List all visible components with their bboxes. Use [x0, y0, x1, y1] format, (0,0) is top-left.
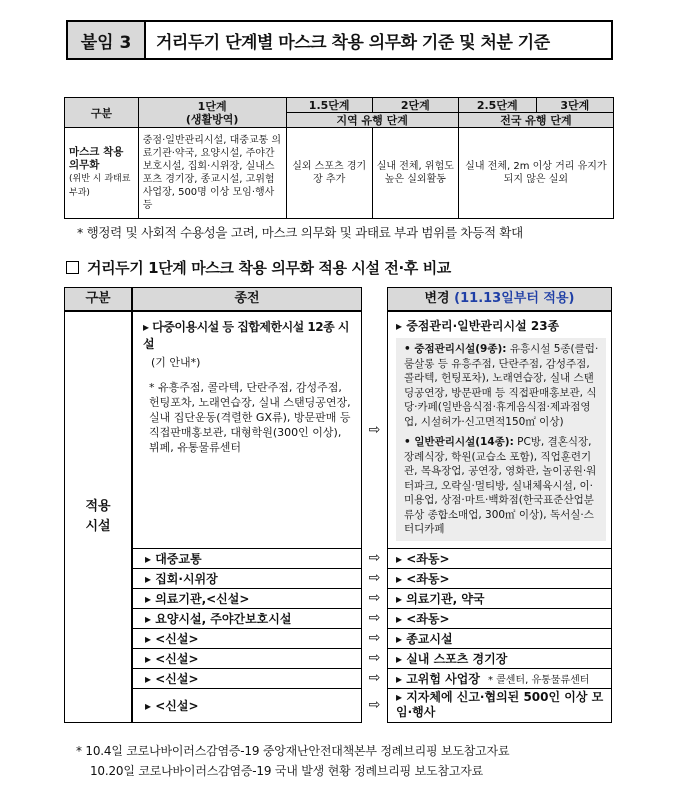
after-b1-title: • 중점관리시설(9종): [404, 343, 507, 355]
after-row [388, 569, 611, 589]
after-row-label: ▸ <좌동> [396, 552, 450, 566]
after-bullet-2 [404, 435, 602, 537]
after-row-label: ▸ 지자체에 신고·협의된 500인 이상 모임·행사 [396, 690, 604, 719]
before-row: ▸ <신설> [133, 629, 361, 649]
col-stage15: 1.5단계 [286, 98, 372, 113]
before-row: ▸ 집회·시위장 [133, 569, 361, 589]
after-bullet-1 [404, 342, 602, 429]
row-label-cell [65, 128, 139, 219]
after-row-label: ▸ 고위험 사업장 [396, 672, 480, 686]
compare-after-header [387, 287, 612, 311]
before-column [132, 311, 362, 723]
before-row: ▸ <신설> [133, 669, 361, 689]
stage1-label: 1단계 [197, 99, 227, 113]
row-label: 마스크 착용 의무화 [69, 146, 124, 171]
col-gubun: 구분 [65, 98, 139, 128]
after-b2-text: PC방, 결혼식장, 장례식장, 학원(교습소 포함), 직업훈련기관, 목욕장업, 공연장, 영화관, 놀이공원·워터파크, 오락실·멀티방, 실내체육시설, 이·미용업, 상점·마트·백화점(한국표준산업분류상 종합소매업, 300㎡ 이상), 독서실·스터디카페 [404, 436, 597, 535]
after-row [388, 669, 611, 689]
side-label-1: 적용 [85, 499, 111, 514]
arrow-icon: ⇨ [368, 696, 381, 713]
stage15-text: 실외 스포츠 경기장 추가 [286, 128, 372, 219]
after-main-block [388, 312, 611, 549]
arrow-rows [362, 548, 387, 721]
after-row [388, 689, 611, 722]
after-row [388, 629, 611, 649]
section-title-text: 거리두기 1단계 마스크 착용 의무화 적용 시설 전·후 비교 [87, 259, 451, 277]
arrow-icon: ⇨ [368, 570, 381, 586]
before-row: ▸ 의료기관,<신설> [133, 589, 361, 609]
compare-side-label [64, 311, 132, 723]
before-main-sub: (기 안내*) [151, 356, 201, 369]
checkbox-square-icon [66, 261, 79, 274]
before-rows [133, 549, 361, 722]
row-sub: (위반 시 과태료 부과) [69, 174, 131, 198]
before-row: ▸ 요양시설, 주야간보호시설 [133, 609, 361, 629]
stage-standard-table [64, 97, 614, 219]
arrow-icon: ⇨ [368, 550, 381, 566]
arrow-icon: ⇨ [368, 670, 381, 686]
compare-gubun-header: 구분 [64, 287, 132, 311]
after-b2-title: • 일반관리시설(14종): [404, 436, 514, 448]
col-stage2: 2단계 [372, 98, 458, 113]
compare-before-header: 종전 [132, 287, 362, 311]
after-row [388, 649, 611, 669]
section-title [66, 257, 451, 278]
after-row [388, 549, 611, 569]
after-header-note: (11.13일부터 적용) [454, 291, 575, 306]
stage2-text: 실내 전체, 위험도 높은 실외활동 [372, 128, 458, 219]
arrow-column [362, 311, 387, 723]
after-row-label: ▸ 종교시설 [396, 632, 453, 646]
stage1-sub: (생활방역) [185, 112, 239, 126]
before-row: ▸ <신설> [145, 699, 199, 713]
after-column [387, 311, 612, 723]
before-main: ▸ 다중이용시설 등 집합제한시설 12종 시설 [143, 320, 349, 351]
before-detail: * 유흥주점, 콜라텍, 단란주점, 감성주점, 헌팅포차, 노래연습장, 실내 스탠딩공연장, 실내 집단운동(격렬한 GX류), 방문판매 등 직접판매홍보관, 대형학원(300인 이상), 뷔페, 유통물류센터 [149, 381, 351, 454]
after-row-label: ▸ 실내 스포츠 경기장 [396, 652, 508, 666]
after-b1-text: 유흥시설 5종(클럽·룸살롱 등 유흥주점, 단란주점, 감성주점, 콜라텍, 헌팅포차), 노래연습장, 실내 스탠딩공연장, 방문판매 등 직접판매홍보관, 식당·카페(일반음식점·휴게음식점·제과점영업, 시설허가·신고면적150㎡ 이상) [404, 343, 599, 428]
after-detail-box [396, 338, 606, 541]
col-stage1 [138, 98, 286, 128]
after-header-label: 변경 [424, 291, 450, 306]
arrow-icon: ⇨ [368, 650, 381, 666]
stage1-text: 중점·일반관리시설, 대중교통 의료기관·약국, 요양시설, 주야간보호시설, 집회·시위장, 실내스포츠 경기장, 종교시설, 고위험 사업장, 500명 이상 모임·행사 등 [138, 128, 286, 219]
attachment-tag: 붙임 3 [66, 20, 146, 60]
before-row: ▸ 대중교통 [133, 549, 361, 569]
col-stage3: 3단계 [536, 98, 613, 113]
after-row-label: ▸ 의료기관, 약국 [396, 592, 485, 606]
before-main-block [133, 312, 361, 549]
after-row-label: ▸ <좌동> [396, 612, 450, 626]
after-row [388, 589, 611, 609]
arrow-icon: ⇨ [368, 610, 381, 626]
after-row-note: * 콜센터, 유통물류센터 [487, 675, 590, 686]
after-row [388, 609, 611, 629]
before-row: ▸ <신설> [133, 649, 361, 669]
after-row-label: ▸ <좌동> [396, 572, 450, 586]
arrow-icon: ⇨ [368, 590, 381, 606]
after-rows [388, 549, 611, 722]
arrow-main: ⇨ [368, 421, 381, 438]
regional-header: 지역 유행 단계 [286, 113, 458, 128]
arrow-icon: ⇨ [368, 630, 381, 646]
footnote-1: * 10.4일 코로나바이러스감염증-19 중앙재난안전대책본부 정례브리핑 보도참고자료 [76, 744, 510, 758]
national-header: 전국 유행 단계 [458, 113, 613, 128]
col-stage25: 2.5단계 [458, 98, 536, 113]
note-1: * 행정력 및 사회적 수용성을 고려, 마스크 의무화 및 과태료 부과 범위를 차등적 확대 [77, 225, 523, 240]
stage25-3-text: 실내 전체, 2m 이상 거리 유지가 되지 않은 실외 [458, 128, 613, 219]
side-label-2: 시설 [85, 519, 111, 534]
footnote-2: 10.20일 코로나바이러스감염증-19 국내 발생 현황 정례브리핑 보도참고자료 [90, 764, 484, 778]
page-title: 거리두기 단계별 마스크 착용 의무화 기준 및 처분 기준 [146, 20, 613, 60]
after-main: ▸ 중점관리·일반관리시설 23종 [396, 319, 560, 333]
